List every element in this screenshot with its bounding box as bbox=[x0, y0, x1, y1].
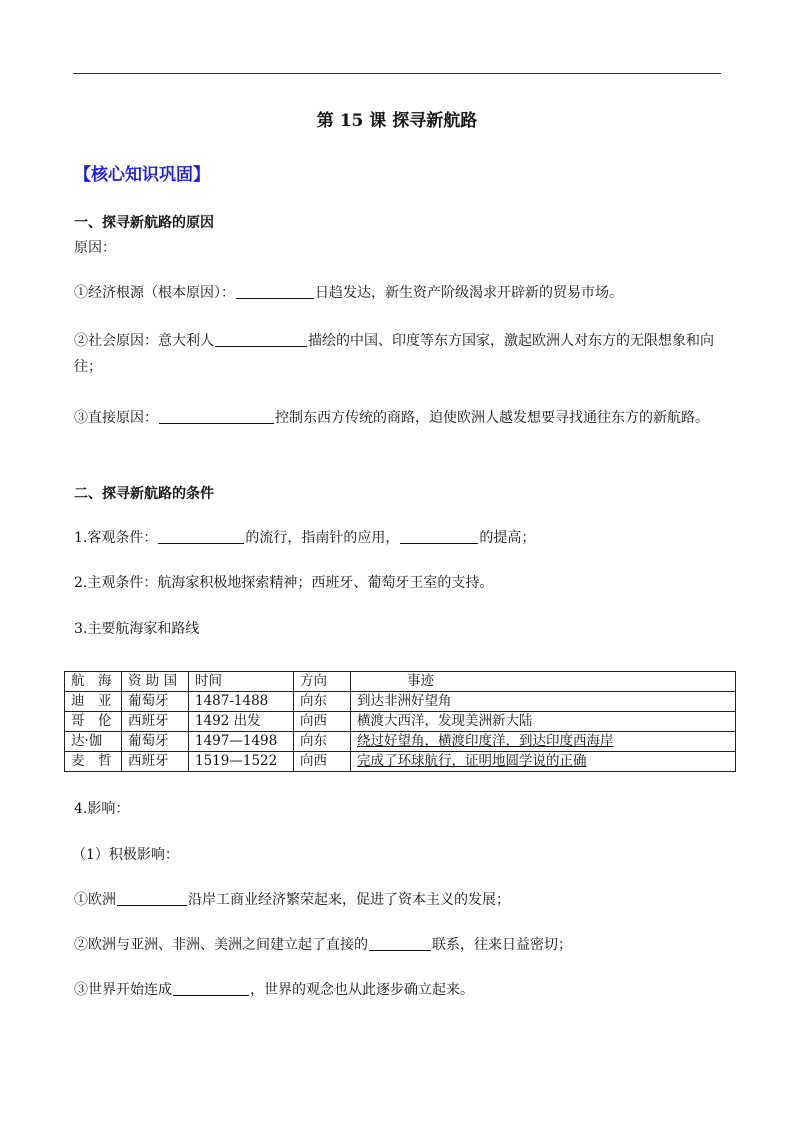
fill-blank-7[interactable] bbox=[369, 935, 431, 951]
header-time: 时间 bbox=[189, 672, 294, 692]
impact-item-3-pre: ③世界开始连成 bbox=[74, 982, 172, 998]
fill-blank-4[interactable] bbox=[158, 528, 244, 544]
positive-impact-label: （1）积极影响： bbox=[72, 847, 179, 863]
impact-item-2-post: 联系，往来日益密切； bbox=[432, 937, 572, 953]
reason-item-3-pre: ③直接原因： bbox=[74, 410, 158, 426]
table-row bbox=[65, 732, 736, 752]
navigators-table bbox=[64, 671, 736, 772]
cell-time: 1492 出发 bbox=[189, 712, 294, 732]
cell-sponsor: 西班牙 bbox=[122, 712, 189, 732]
reason-item-1-pre: ①经济根源（根本原因）： bbox=[74, 285, 235, 301]
condition-1-mid: 的流行，指南针的应用， bbox=[245, 530, 400, 546]
impact-item-3-post: ，世界的观念也从此逐步确立起来。 bbox=[250, 982, 474, 998]
header-direction: 方向 bbox=[294, 672, 351, 692]
reason-item-3 bbox=[74, 405, 724, 431]
impact-item-1 bbox=[74, 890, 510, 910]
cell-navigator: 迪 亚 bbox=[65, 692, 122, 712]
cell-direction: 向东 bbox=[294, 692, 351, 712]
cell-deeds: 完成了环球航行，证明地圆学说的正确 bbox=[351, 752, 736, 772]
reason-label: 原因： bbox=[74, 240, 116, 256]
cell-direction: 向东 bbox=[294, 732, 351, 752]
cell-sponsor: 葡萄牙 bbox=[122, 692, 189, 712]
table-row bbox=[65, 692, 736, 712]
core-knowledge-heading: 【核心知识巩固】 bbox=[74, 165, 210, 185]
table-header-row bbox=[65, 672, 736, 692]
condition-3: 3.主要航海家和路线 bbox=[74, 621, 200, 637]
table-row bbox=[65, 712, 736, 732]
section2-heading: 二、探寻新航路的条件 bbox=[74, 486, 214, 502]
reason-item-3-post: 控制东西方传统的商路，迫使欧洲人越发想要寻找通往东方的新航路。 bbox=[275, 410, 709, 426]
impact-item-2 bbox=[74, 935, 572, 955]
cell-navigator: 麦 哲 bbox=[65, 752, 122, 772]
condition-1 bbox=[74, 528, 535, 548]
impact-item-3 bbox=[74, 980, 474, 1000]
cell-deeds: 绕过好望角，横渡印度洋，到达印度西海岸 bbox=[351, 732, 736, 752]
impact-item-1-pre: ①欧洲 bbox=[74, 892, 116, 908]
cell-navigator: 哥 伦 bbox=[65, 712, 122, 732]
table-row bbox=[65, 752, 736, 772]
header-sponsor: 资 助 国 bbox=[122, 672, 189, 692]
cell-sponsor: 西班牙 bbox=[122, 752, 189, 772]
reason-item-1 bbox=[74, 283, 623, 303]
cell-time: 1487-1488 bbox=[189, 692, 294, 712]
impact-item-1-post: 沿岸工商业经济繁荣起来，促进了资本主义的发展； bbox=[188, 892, 510, 908]
header-deeds: 事迹 bbox=[351, 672, 736, 692]
section1-heading: 一、探寻新航路的原因 bbox=[74, 215, 214, 231]
cell-sponsor: 葡萄牙 bbox=[122, 732, 189, 752]
fill-blank-6[interactable] bbox=[117, 890, 187, 906]
cell-deeds: 到达非洲好望角 bbox=[351, 692, 736, 712]
cell-time: 1497—1498 bbox=[189, 732, 294, 752]
header-rule bbox=[73, 73, 721, 74]
fill-blank-2[interactable] bbox=[215, 331, 307, 347]
fill-blank-8[interactable] bbox=[173, 980, 249, 996]
impact-item-2-pre: ②欧洲与亚洲、非洲、美洲之间建立起了直接的 bbox=[74, 937, 368, 953]
reason-item-1-post: 日趋发达，新生资产阶级渴求开辟新的贸易市场。 bbox=[315, 285, 623, 301]
header-navigator: 航 海 bbox=[65, 672, 122, 692]
cell-direction: 向西 bbox=[294, 752, 351, 772]
condition-2: 2.主观条件：航海家积极地探索精神；西班牙、葡萄牙王室的支持。 bbox=[74, 575, 494, 591]
fill-blank-1[interactable] bbox=[236, 283, 314, 299]
impact-label: 4.影响： bbox=[74, 801, 130, 817]
cell-time: 1519—1522 bbox=[189, 752, 294, 772]
cell-navigator: 达·伽 bbox=[65, 732, 122, 752]
cell-direction: 向西 bbox=[294, 712, 351, 732]
fill-blank-5[interactable] bbox=[400, 528, 478, 544]
condition-1-pre: 1.客观条件： bbox=[74, 530, 158, 546]
reason-item-2 bbox=[74, 328, 724, 380]
reason-item-2-pre: ②社会原因：意大利人 bbox=[74, 333, 214, 349]
page-title: 第 15 课 探寻新航路 bbox=[316, 111, 478, 131]
cell-deeds: 横渡大西洋，发现美洲新大陆 bbox=[351, 712, 736, 732]
condition-1-post: 的提高； bbox=[479, 530, 536, 546]
fill-blank-3[interactable] bbox=[159, 408, 274, 424]
reason-item-2-post: 描绘的中国、印度等东方国家，激起欧洲人对东方的无限想象和向往； bbox=[74, 333, 714, 375]
